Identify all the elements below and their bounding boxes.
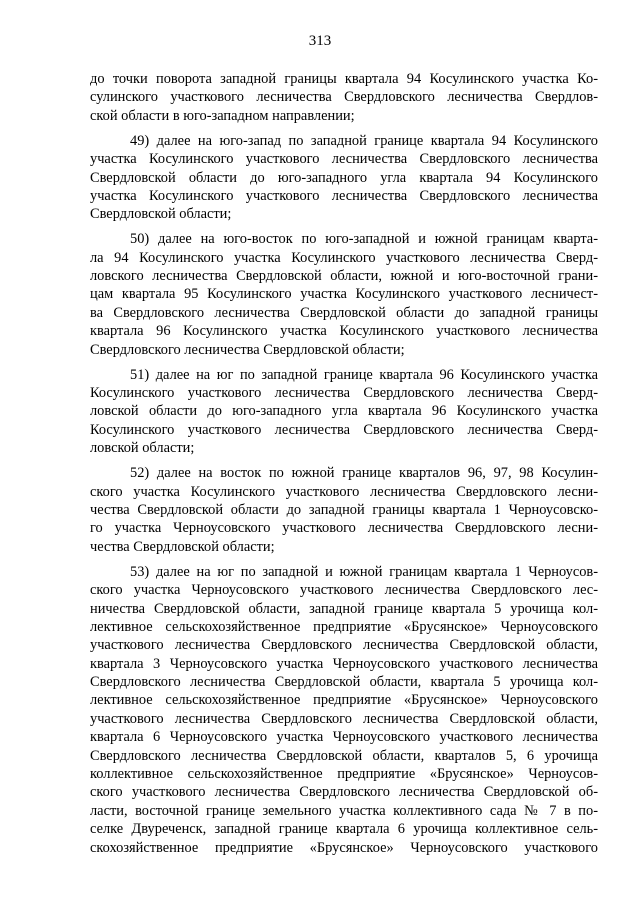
page-number: 313 [308,33,332,49]
text-line: квартала 6 Черноусовского участка Черноусовского участкового лесничества [90,729,598,746]
text-line: лективное сельскохозяйственное предприятие «Брусянское» Черноусовского [90,692,598,709]
text-line: ласти, восточной границе земельного участка коллективного сада № 7 в по- [90,802,598,819]
text-line: участка Косулинского участкового лесничества Свердловского лесничества [90,151,598,168]
paragraph [90,132,598,224]
text-line: участка Косулинского участкового лесничества Свердловского лесничества [90,187,598,204]
text-line: ничества Свердловской области, западной границе квартала 5 урочища кол- [90,600,598,617]
text-line: 50) далее на юго-восток по юго-западной и южной границам кварта- [130,231,598,248]
text-line: скохозяйственное предприятие «Брусянское» Черноусовского участкового [90,839,598,856]
text-line: ского участка Черноусовского участкового лесничества Свердловского лес- [90,582,598,599]
text-line: го участка Черноусовского участкового лесничества Свердловского лесни- [90,520,598,537]
text-line: участкового лесничества Свердловского лесничества Свердловской области, [90,710,598,727]
paragraph [90,70,598,125]
text-line: Свердловской области; [90,206,232,223]
paragraph [90,230,598,359]
document-body [90,70,598,864]
text-line: квартала 3 Черноусовского участка Черноусовского участкового лесничества [90,655,598,672]
text-line: ловской области до юго-западного угла квартала 96 Косулинского участка [90,403,598,420]
text-line: ва Свердловского лесничества Свердловской области до западной границы [90,304,598,321]
text-line: сулинского участкового лесничества Свердловского лесничества Свердлов- [90,89,598,106]
text-line: ского участка Косулинского участкового лесничества Свердловского лесни- [90,483,598,500]
text-line: участкового лесничества Свердловского лесничества Свердловской области, [90,637,598,654]
paragraph [90,366,598,458]
text-line: Косулинского участкового лесничества Свердловского лесничества Сверд- [90,385,598,402]
text-line: ской области в юго-западном направлении; [90,107,355,124]
text-line: лективное сельскохозяйственное предприятие «Брусянское» Черноусовского [90,618,598,635]
text-line: коллективное сельскохозяйственное предприятие «Брусянское» Черноусов- [90,766,598,783]
text-line: цам квартала 95 Косулинского участка Косулинского участкового лесничест- [90,286,598,303]
text-line: 49) далее на юго-запад по западной границе квартала 94 Косулинского [130,132,598,149]
text-line: Свердловского лесничества Свердловской области; [90,341,405,358]
text-line: 51) далее на юг по западной границе квартала 96 Косулинского участка [130,366,598,383]
text-line: Свердловской области до юго-западного угла квартала 94 Косулинского [90,169,598,186]
text-line: ловской области; [90,440,195,457]
text-line: чества Свердловской области до западной границы квартала 1 Черноусовско- [90,501,598,518]
text-line: Свердловского лесничества Свердловской области, квартала 5 урочища кол- [90,674,598,691]
text-line: 53) далее на юг по западной и южной границам квартала 1 Черноусов- [130,563,598,580]
text-line: ловского лесничества Свердловской области, южной и юго-восточной грани- [90,268,598,285]
text-line: ского участкового лесничества Свердловского лесничества Свердловской об- [90,784,598,801]
text-line: квартала 96 Косулинского участка Косулинского участкового лесничества [90,323,598,340]
text-line: до точки поворота западной границы квартала 94 Косулинского участка Ко- [90,71,598,87]
text-line: селке Двуреченск, западной границе квартала 6 урочища коллективное сель- [90,821,598,838]
text-line: Свердловского лесничества Свердловской области, кварталов 5, 6 урочища [90,747,598,764]
paragraph [90,464,598,556]
text-line: чества Свердловской области; [90,538,275,555]
text-line: ла 94 Косулинского участка Косулинского участкового лесничества Сверд- [90,249,598,266]
text-line: 52) далее на восток по южной границе кварталов 96, 97, 98 Косулин- [130,465,598,482]
paragraph [90,563,598,857]
text-line: Косулинского участкового лесничества Свердловского лесничества Сверд- [90,421,598,438]
